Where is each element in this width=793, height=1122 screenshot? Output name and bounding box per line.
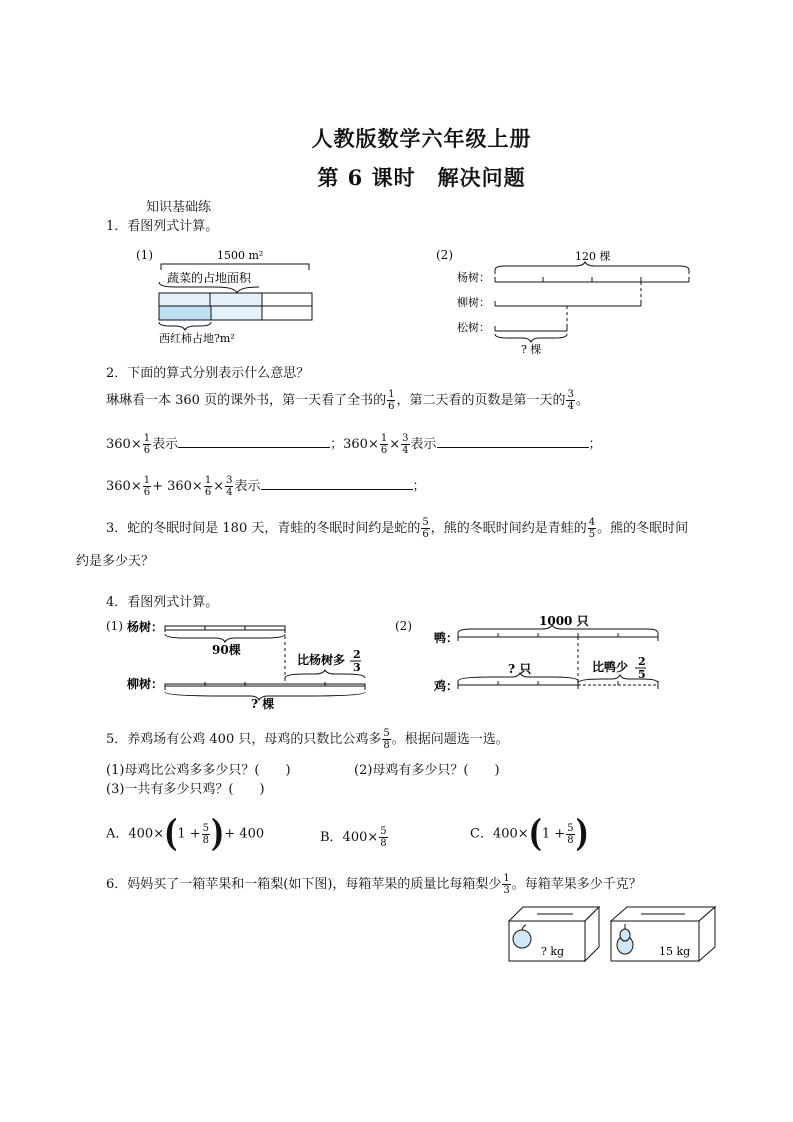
q1-part2-label: (2): [436, 248, 453, 262]
q1-d2-row2: 柳树：: [457, 296, 490, 309]
q4-d1-frac-den: 3: [353, 661, 361, 674]
q1-d2-question: ? 棵: [521, 343, 542, 356]
q1-d1-brace-label: 蔬菜的占地面积: [167, 271, 252, 285]
times-sign: ×: [213, 479, 225, 494]
q4-d1-more: 比杨树多: [297, 653, 346, 667]
q5-sub3: (3)一共有多少只鸡？( ): [106, 782, 265, 797]
q4-diagram-1: [125, 614, 375, 710]
q4-d2-row2: 鸡：: [434, 679, 459, 693]
q2-expr3-a: 360×: [106, 479, 142, 494]
q4-d1-frac-num: 2: [353, 648, 361, 661]
fraction-1-6: $\frac{1}{6}$: [143, 433, 151, 456]
q2-expr2-b: 表示: [410, 437, 437, 452]
q1-d2-row1: 杨树：: [457, 271, 490, 284]
q1-d1-total: 1500 m²: [217, 249, 264, 262]
section-label: 知识基础练: [146, 200, 212, 215]
q1-d1-tomato: [159, 306, 211, 320]
fraction-1-6: $\frac{1}{6}$: [204, 475, 212, 498]
q3-line1: [106, 517, 688, 540]
q2-expr-row2: [106, 475, 426, 498]
one-plus: 1 +: [541, 826, 566, 842]
q2-context-c: 。: [575, 393, 589, 408]
q2-expr2-a: 360×: [343, 437, 379, 452]
fraction-5-8: $\frac{5}{8}$: [567, 822, 574, 846]
q1-d2-row3: 松树：: [457, 321, 490, 334]
q4-d2-total: 1000 只: [539, 614, 589, 628]
q1-diagram-1: [155, 246, 325, 346]
q2-expr-row1: [106, 433, 602, 456]
q3-line2: 约是多少天？: [76, 554, 155, 569]
q4-d1-question: ? 棵: [251, 697, 275, 710]
lesson-title: 第 6 课时 解决问题: [317, 165, 526, 190]
fraction-1-3: $\frac{1}{3}$: [503, 873, 510, 896]
q1-d1-question: 西红柿占地?m²: [159, 332, 235, 345]
option-a-label: A．400×: [106, 826, 165, 842]
q2-stem: 2．下面的算式分别表示什么意思？: [106, 366, 310, 381]
pear-box: [609, 905, 719, 963]
answer-blank-3[interactable]: [261, 479, 413, 490]
q4-part1-label: (1): [106, 619, 123, 633]
fraction-1-6: $\frac{1}{6}$: [388, 389, 395, 412]
q2-expr3-d: 表示: [234, 479, 261, 494]
q5-option-b[interactable]: [320, 826, 389, 849]
box2-label: 15 kg: [659, 945, 691, 958]
q2-expr3-b: + 360×: [152, 479, 203, 494]
q4-d2-row1: 鸭：: [434, 631, 459, 645]
q1-diagram-2: [455, 246, 695, 358]
separator: ；: [412, 479, 426, 494]
fraction-3-4: $\frac{3}{4}$: [567, 389, 574, 412]
q6-stem: [106, 873, 642, 896]
option-c-label: C．400×: [470, 826, 529, 842]
q2-context: [106, 389, 589, 412]
q4-diagram-2: [432, 611, 667, 697]
apple-box: [507, 905, 603, 963]
q4-d2-frac-den: 5: [638, 668, 646, 681]
answer-blank-2[interactable]: [437, 437, 589, 448]
paren-close-icon: ): [575, 811, 589, 855]
fraction-5-6: $\frac{5}{6}$: [422, 517, 429, 540]
q5-sub1: (1)母鸡比公鸡多多少只？( ): [106, 763, 291, 778]
q4-d2-frac-num: 2: [638, 655, 646, 668]
q4-d1-row1: 杨树：: [127, 620, 164, 634]
q2-expr1-b: 表示: [152, 437, 179, 452]
fraction-5-8: $\frac{5}{8}$: [383, 728, 390, 751]
q4-d2-question: ? 只: [508, 662, 532, 676]
page-title: 人教版数学六年级上册: [311, 126, 532, 151]
q5-option-a[interactable]: [106, 811, 265, 855]
q4-part2-label: (2): [395, 619, 412, 633]
answer-blank-1[interactable]: [178, 437, 330, 448]
q4-d2-less: 比鸭少: [592, 660, 629, 674]
q4-d1-row2: 柳树：: [127, 677, 164, 691]
fraction-5-8: $\frac{5}{8}$: [380, 826, 387, 849]
q4-stem: 4．看图列式计算。: [106, 595, 219, 610]
q5-stem: [106, 728, 509, 751]
q1-part1-label: (1): [136, 248, 153, 262]
option-b-label: B．400×: [320, 830, 379, 845]
one-plus: 1 +: [177, 826, 201, 842]
q5-stem-a: 5．养鸡场有公鸡 400 只，母鸡的只数比公鸡多: [106, 732, 382, 747]
box1-label: ? kg: [541, 945, 565, 958]
separator: ；: [330, 437, 344, 452]
q2-context-a: 琳琳看一本 360 页的课外书，第一天看了全书的: [106, 393, 387, 408]
q2-expr1-a: 360×: [106, 437, 142, 452]
separator: ；: [588, 437, 602, 452]
q4-d1-count: 90棵: [212, 643, 241, 657]
fraction-5-8: $\frac{5}{8}$: [202, 822, 210, 846]
fraction-1-6: $\frac{1}{6}$: [143, 475, 151, 498]
q2-context-b: ，第二天看的页数是第一天的: [396, 393, 566, 408]
times-sign: ×: [389, 437, 401, 452]
q1-d2-total: 120 棵: [575, 250, 611, 263]
fraction-3-4: $\frac{3}{4}$: [402, 433, 409, 456]
q6-stem-b: 。每箱苹果多少千克？: [511, 877, 642, 892]
paren-open-icon: (: [528, 811, 542, 855]
option-a-tail: + 400: [224, 826, 265, 842]
fraction-1-6: $\frac{1}{6}$: [380, 433, 388, 456]
q5-stem-b: 。根据问题选一选。: [391, 732, 509, 747]
q3-line1-c: 。熊的冬眠时间: [597, 521, 689, 536]
q5-sub2: (2)母鸡有多少只？( ): [354, 763, 500, 778]
paren-close-icon: ): [211, 811, 225, 855]
q6-stem-a: 6．妈妈买了一箱苹果和一箱梨(如下图)，每箱苹果的质量比每箱梨少: [106, 877, 502, 892]
paren-open-icon: (: [164, 811, 178, 855]
q1-stem: 1．看图列式计算。: [106, 219, 219, 234]
q3-line1-b: ，熊的冬眠时间约是青蛙的: [430, 521, 587, 536]
fraction-3-4: $\frac{3}{4}$: [226, 475, 233, 498]
q5-option-c[interactable]: [470, 811, 589, 855]
fraction-4-5: $\frac{4}{5}$: [588, 517, 596, 540]
q3-line1-a: 3．蛇的冬眠时间是 180 天，青蛙的冬眠时间约是蛇的: [106, 521, 421, 536]
